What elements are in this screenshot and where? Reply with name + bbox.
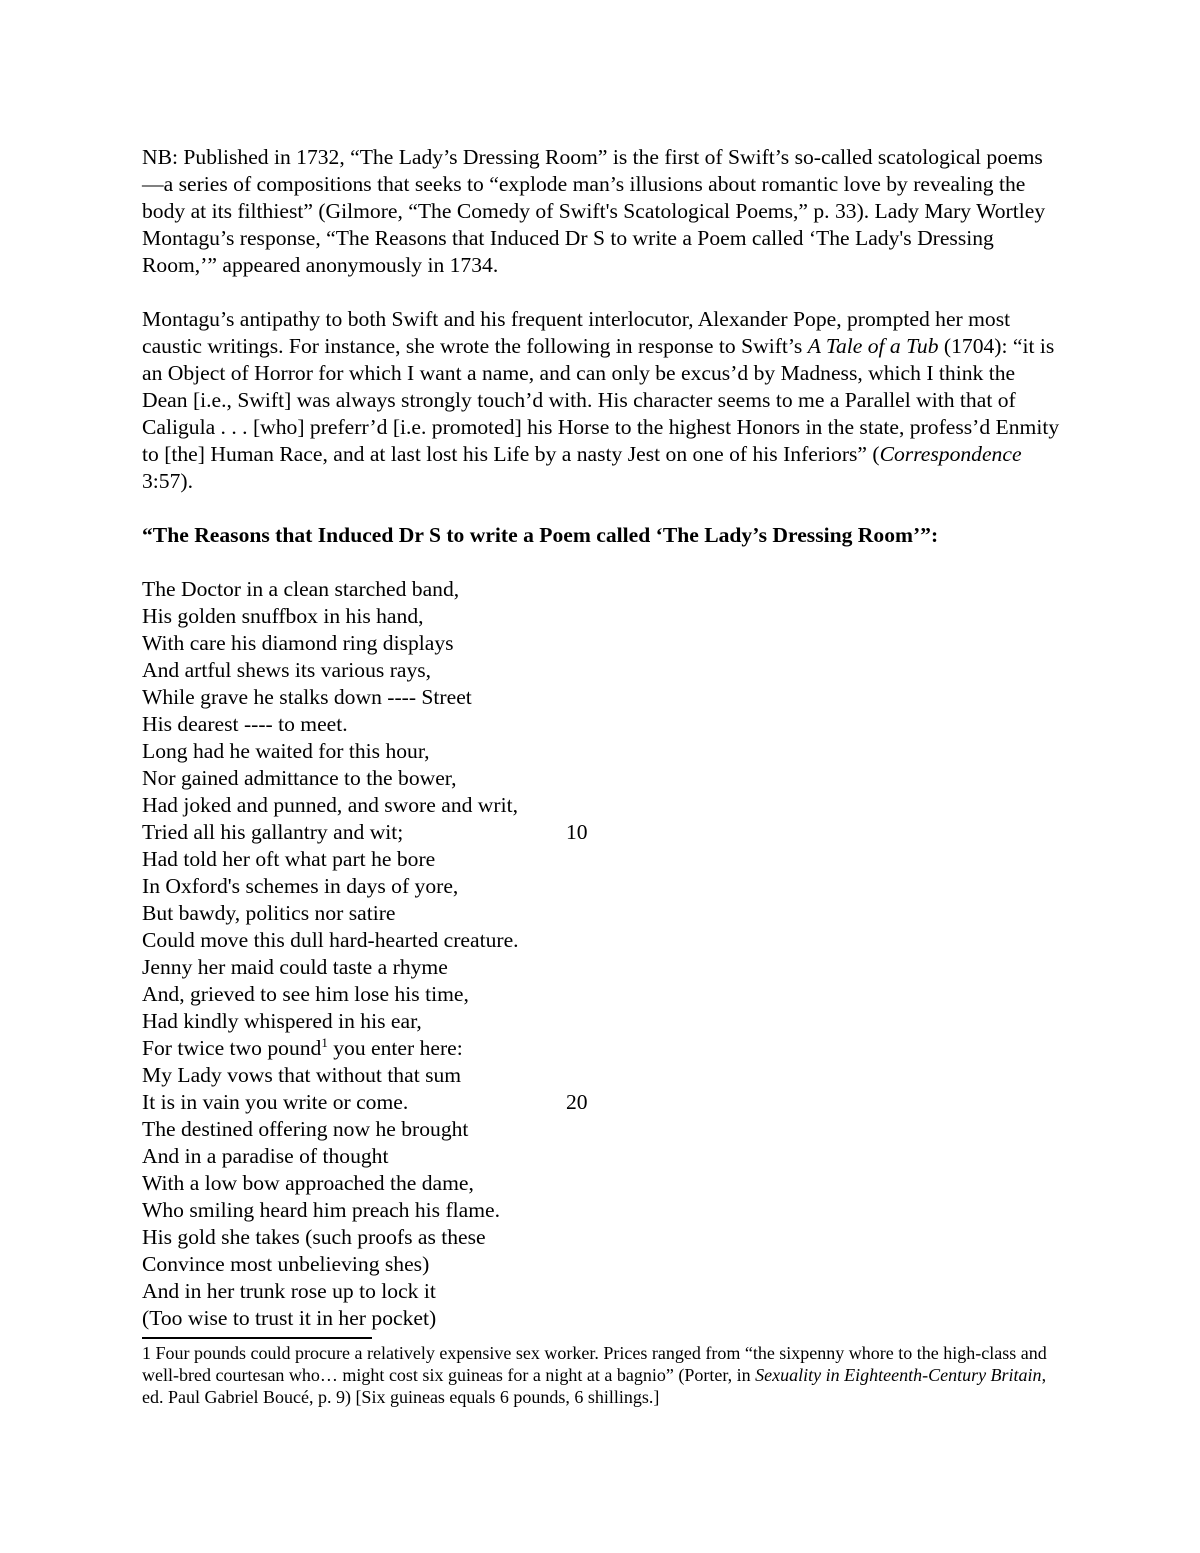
correspondence-title: Correspondence <box>879 442 1022 466</box>
poem-line-10 <box>142 819 622 846</box>
poem-line: Long had he waited for this hour, <box>142 739 430 763</box>
poem-line-text: It is in vain you write or come. <box>142 1090 409 1114</box>
poem-line: Nor gained admittance to the bower, <box>142 766 457 790</box>
poem-line: In Oxford's schemes in days of yore, <box>142 874 459 898</box>
poem-line: And, grieved to see him lose his time, <box>142 982 469 1006</box>
footnote-text-2: , ed. Paul Gabriel Boucé, p. 9) [Six guineas equals 6 pounds, 6 shillings.] <box>142 1365 1047 1407</box>
poem-line-text: For twice two pound <box>142 1036 322 1060</box>
poem-line: Could move this dull hard-hearted creature. <box>142 928 519 952</box>
poem-line: With a low bow approached the dame, <box>142 1171 474 1195</box>
footnote-book-title: Sexuality in Eighteenth-Century Britain <box>755 1365 1042 1385</box>
poem-line: And in a paradise of thought <box>142 1144 389 1168</box>
context-text-2: (1704): “it is an Object of Horror for which I want a name, and can only be excus’d by Madness, which I think the Dean [i.e., Swift] was always strongly touch’d with. His character seems to me a Parallel with that of Caligula . . . [who] preferr’d [i.e. promoted] his Horse to the highest Honors in the state, profess’d Enmity to [the] Human Race, and at last lost his Life by a nasty Jest on one of his Inferiors” ( <box>142 334 1060 466</box>
poem-line: Had joked and punned, and swore and writ, <box>142 793 518 817</box>
footnote-separator <box>142 1337 372 1339</box>
poem-line-with-footnote <box>142 1035 622 1062</box>
poem-line: While grave he stalks down ---- Street <box>142 685 472 709</box>
poem-line: And artful shews its various rays, <box>142 658 432 682</box>
poem-line: With care his diamond ring displays <box>142 631 454 655</box>
tale-of-a-tub-title: A Tale of a Tub <box>807 334 939 358</box>
poem-line-text-tail: you enter here: <box>327 1036 463 1060</box>
line-number: 10 <box>566 820 588 844</box>
line-number: 20 <box>566 1090 588 1114</box>
context-text-1: Montagu’s antipathy to both Swift and his frequent interlocutor, Alexander Pope, prompted her most caustic writings. For instance, she wrote the following in response to Swift’s <box>142 307 1011 358</box>
poem <box>142 576 622 1332</box>
poem-line: His gold she takes (such proofs as these <box>142 1225 486 1249</box>
poem-line-text: Tried all his gallantry and wit; <box>142 820 404 844</box>
poem-heading: “The Reasons that Induced Dr S to write a Poem called ‘The Lady’s Dressing Room’”: <box>142 523 939 547</box>
poem-line: The Doctor in a clean starched band, <box>142 577 460 601</box>
poem-line: Convince most unbelieving shes) <box>142 1252 430 1276</box>
poem-line: Jenny her maid could taste a rhyme <box>142 955 448 979</box>
footnote-text-1: 1 Four pounds could procure a relatively expensive sex worker. Prices ranged from “the sixpenny whore to the high-class and well-bred courtesan who… might cost six guineas for a night at a bagnio” (Porter, in <box>142 1343 1047 1385</box>
poem-line: (Too wise to trust it in her pocket) <box>142 1306 437 1330</box>
poem-line-20 <box>142 1089 622 1116</box>
poem-line: The destined offering now he brought <box>142 1117 469 1141</box>
poem-line: And in her trunk rose up to lock it <box>142 1279 436 1303</box>
context-paragraph <box>142 306 1062 495</box>
context-text-3: 3:57). <box>142 469 193 493</box>
poem-line: Had kindly whispered in his ear, <box>142 1009 422 1033</box>
poem-line: His golden snuffbox in his hand, <box>142 604 424 628</box>
poem-line: Who smiling heard him preach his flame. <box>142 1198 500 1222</box>
footnote-marker[interactable]: 1 <box>321 1034 328 1050</box>
poem-line: But bawdy, politics nor satire <box>142 901 396 925</box>
poem-line: Had told her oft what part he bore <box>142 847 436 871</box>
poem-line: His dearest ---- to meet. <box>142 712 348 736</box>
poem-line: My Lady vows that without that sum <box>142 1063 462 1087</box>
footnote <box>142 1342 1062 1408</box>
intro-paragraph: NB: Published in 1732, “The Lady’s Dressing Room” is the first of Swift’s so-called scatological poems—a series of compositions that seeks to “explode man’s illusions about romantic love by revealing the body at its filthiest” (Gilmore, “The Comedy of Swift's Scatological Poems,” p. 33). Lady Mary Wortley Montagu’s response, “The Reasons that Induced Dr S to write a Poem called ‘The Lady's Dressing Room,’” appeared anonymously in 1734. <box>142 145 1046 277</box>
